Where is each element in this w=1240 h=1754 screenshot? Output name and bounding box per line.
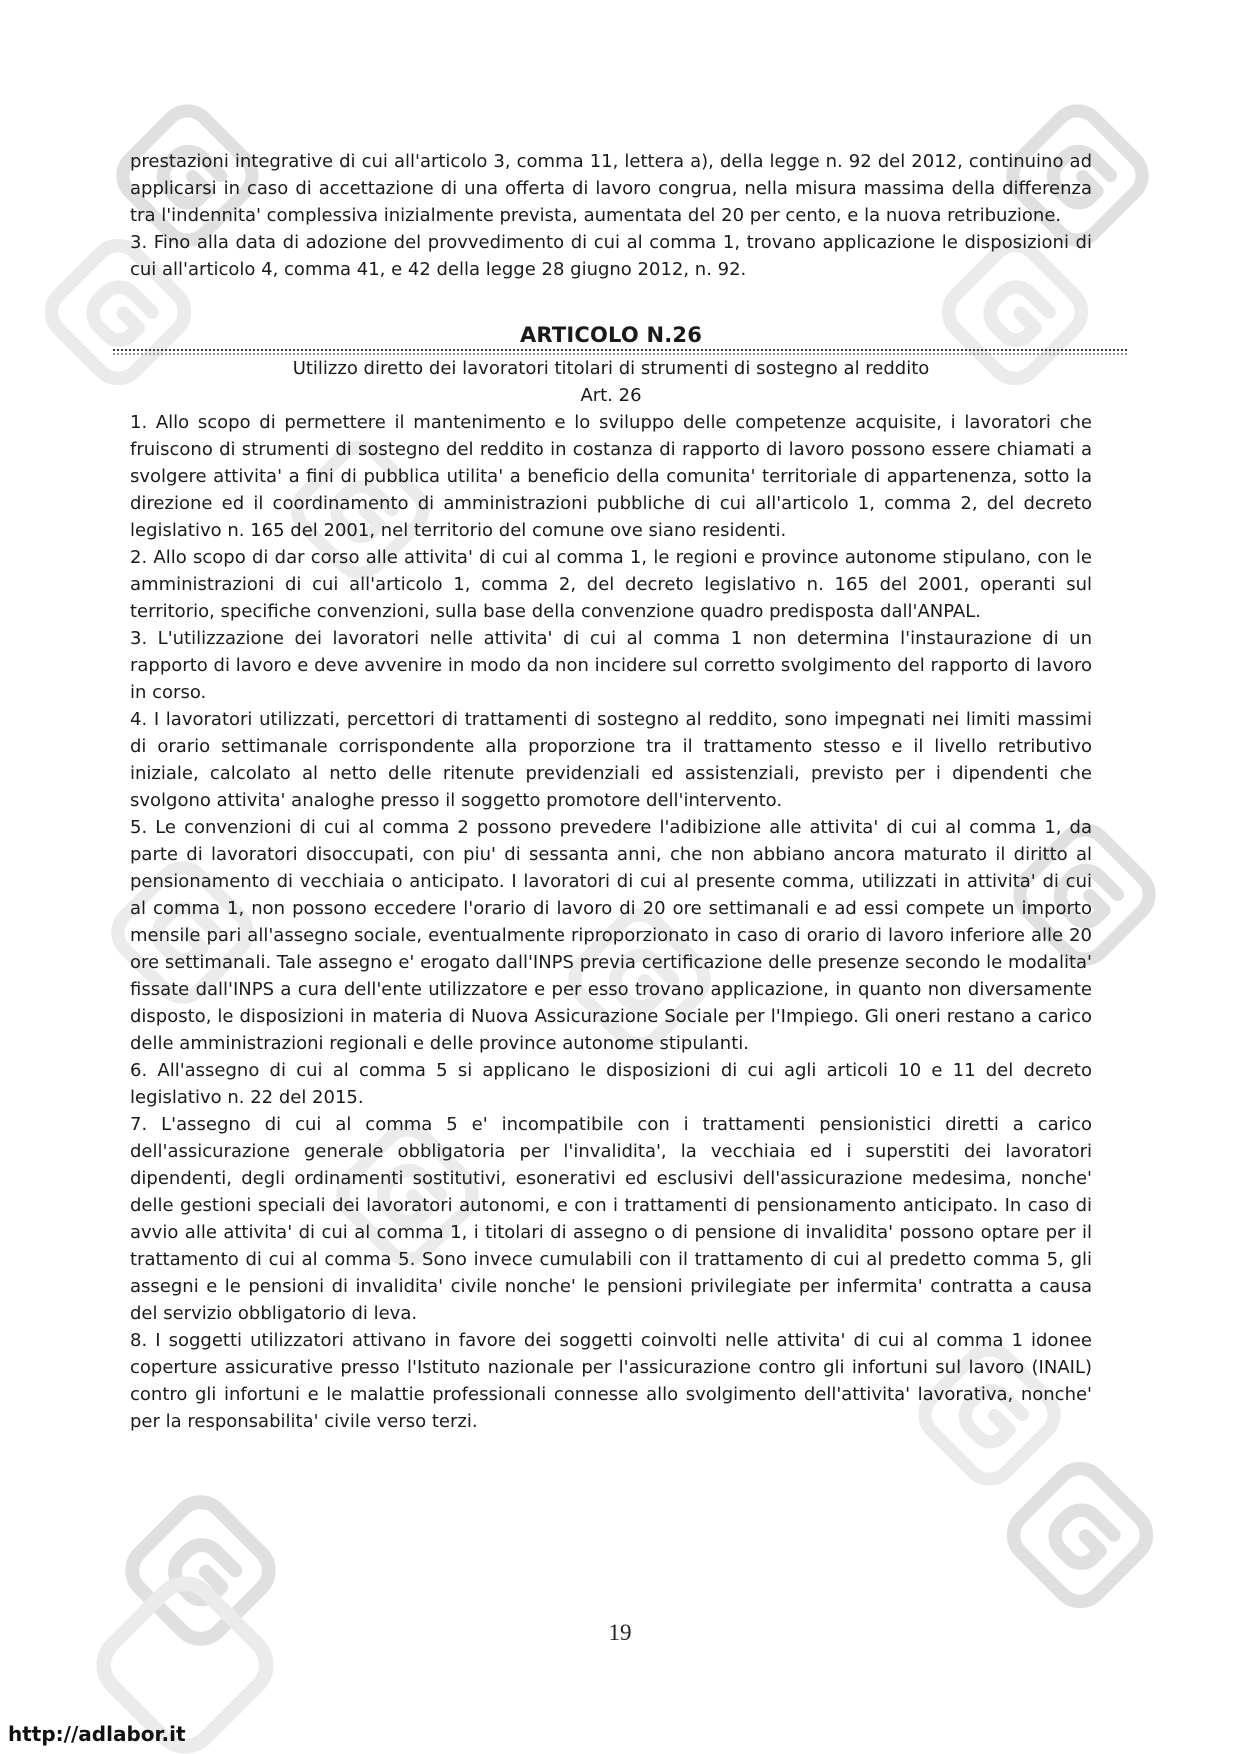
intro-paragraph: 3. Fino alla data di adozione del provvedimento di cui al comma 1, trovano applicazione le disposizioni di cui all'articolo 4, comma 41, e 42 della legge 28 giugno 2012, n. 92.: [130, 232, 1092, 280]
article-subtitle: Utilizzo diretto dei lavoratori titolari di strumenti di sostegno al reddito: [292, 358, 930, 379]
article-paragraph: 1. Allo scopo di permettere il mantenimento e lo sviluppo delle competenze acquisite, i lavoratori che fruiscono di strumenti di sostegno del reddito in costanza di rapporto di lavoro possono essere chiamati a svolgere attivita' a fini di pubblica utilita' a beneficio della comunita' territoriale di appartenenza, sotto la direzione ed il coordinamento di amministrazioni pubbliche di cui all'articolo 1, comma 2, del decreto legislativo n. 165 del 2001, nel territorio del comune ove siano residenti.: [130, 412, 1092, 541]
document-body: [130, 148, 1092, 1435]
article-label: Art. 26: [580, 385, 642, 406]
article-paragraph: 8. I soggetti utilizzatori attivano in favore dei soggetti coinvolti nelle attivita' di cui al comma 1 idonee coperture assicurative presso l'Istituto nazionale per l'assicurazione contro gli infortuni sul lavoro (INAIL) contro gli infortuni e le malattie professionali connesse allo svolgimento dell'attivita' lavorativa, nonche' per la responsabilita' civile verso terzi.: [130, 1330, 1092, 1432]
article-paragraph: 3. L'utilizzazione dei lavoratori nelle attivita' di cui al comma 1 non determina l'instaurazione di un rapporto di lavoro e deve avvenire in modo da non incidere sul corretto svolgimento del rapporto di lavoro in corso.: [130, 628, 1092, 703]
page-number: 19: [608, 1620, 632, 1645]
article-paragraph: 5. Le convenzioni di cui al comma 2 possono prevedere l'adibizione alle attivita' di cui al comma 1, da parte di lavoratori disoccupati, con piu' di sessanta anni, che non abbiano ancora maturato il diritto al pensionamento di vecchiaia o anticipato. I lavoratori di cui al presente comma, utilizzati in attivita' di cui al comma 1, non possono eccedere l'orario di lavoro di 20 ore settimanali e ad essi compete un importo mensile pari all'assegno sociale, eventualmente riproporzionato in caso di orario di lavoro inferiore alle 20 ore settimanali. Tale assegno e' erogato dall'INPS previa certificazione delle presenze secondo le modalita' fissate dall'INPS a cura dell'ente utilizzatore e per esso trovano applicazione, in quanto non diversamente disposto, le disposizioni in materia di Nuova Assicurazione Sociale per l'Impiego. Gli oneri restano a carico delle amministrazioni regionali e delle province autonome stipulanti.: [130, 817, 1092, 1054]
article-paragraph: 6. All'assegno di cui al comma 5 si applicano le disposizioni di cui agli articoli 10 e 11 del decreto legislativo n. 22 del 2015.: [130, 1060, 1092, 1108]
article-paragraph: 4. I lavoratori utilizzati, percettori di trattamenti di sostegno al reddito, sono impegnati nei limiti massimi di orario settimanale corrispondente alla proporzione tra il trattamento stesso e il livello retributivo iniziale, calcolato al netto delle ritenute previdenziali ed assistenziali, previsto per i dipendenti che svolgono attivita' analoghe presso il soggetto promotore dell'intervento.: [130, 709, 1092, 811]
intro-paragraph: prestazioni integrative di cui all'articolo 3, comma 11, lettera a), della legge n. 92 del 2012, continuino ad applicarsi in caso di accettazione di una offerta di lavoro congrua, nella misura massima della differenza tra l'indennita' complessiva inizialmente prevista, aumentata del 20 per cento, e la nuova retribuzione.: [130, 151, 1092, 226]
footer-url: http://adlabor.it: [8, 1722, 186, 1746]
logo-watermark-icon: [990, 1445, 1170, 1625]
article-paragraph: 2. Allo scopo di dar corso alle attivita' di cui al comma 1, le regioni e province autonome stipulano, con le amministrazioni di cui all'articolo 1, comma 2, del decreto legislativo n. 165 del 2001, operanti sul territorio, specifiche convenzioni, sulla base della convenzione quadro predisposta dall'ANPAL.: [130, 547, 1092, 622]
article-heading: ARTICOLO N.26: [519, 323, 703, 347]
article-paragraph: 7. L'assegno di cui al comma 5 e' incompatibile con i trattamenti pensionistici diretti a carico dell'assicurazione generale obbligatoria per l'invalidita', la vecchiaia ed i superstiti dei lavoratori dipendenti, degli ordinamenti sostitutivi, esonerativi ed esclusivi dell'assicurazione medesima, nonche' delle gestioni speciali dei lavoratori autonomi, e con i trattamenti di pensionamento anticipato. In caso di avvio alle attivita' di cui al comma 1, i titolari di assegno o di pensione di invalidita' possono optare per il trattamento di cui al comma 5. Sono invece cumulabili con il trattamento di cui al predetto comma 5, gli assegni e le pensioni di invalidita' civile nonche' le pensioni privilegiate per infermita' contratta a causa del servizio obbligatorio di leva.: [130, 1114, 1092, 1324]
